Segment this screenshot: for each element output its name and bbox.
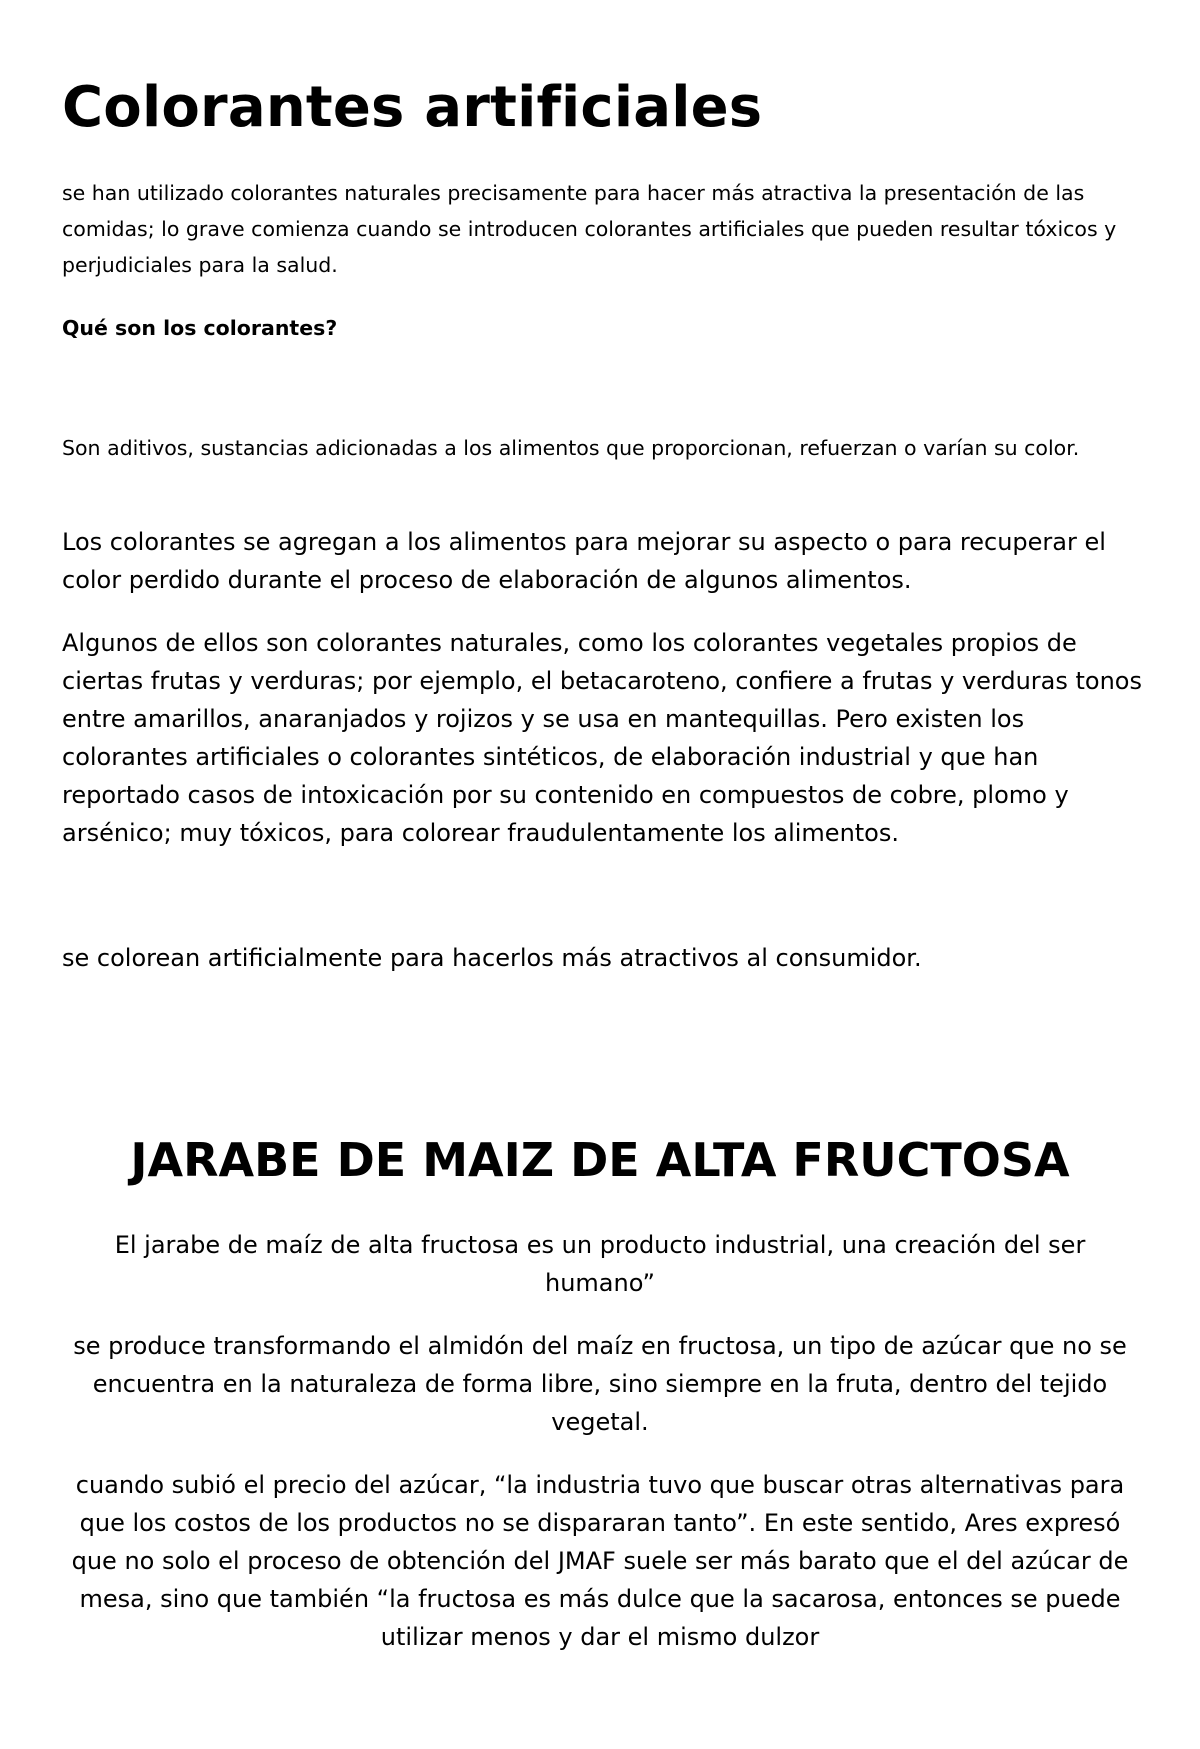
question-heading: Qué son los colorantes? — [62, 316, 338, 340]
section-heading-jmaf: JARABE DE MAIZ DE ALTA FRUCTOSA — [130, 1133, 1070, 1187]
purpose-paragraph: Los colorantes se agregan a los alimentos para mejorar su aspecto o para recuperar el color perdido durante el proceso de elaboración de algunos alimentos. — [62, 528, 1106, 594]
definition-paragraph: Son aditivos, sustancias adicionadas a los alimentos que proporcionan, refuerzan o varían su color. — [62, 436, 1080, 460]
jmaf-paragraph-1: El jarabe de maíz de alta fructosa es un producto industrial, una creación del ser humano” — [114, 1231, 1086, 1297]
closing-paragraph: se colorean artificialmente para hacerlos más atractivos al consumidor. — [62, 944, 922, 972]
jmaf-paragraph-3: cuando subió el precio del azúcar, “la industria tuvo que buscar otras alternativas para que los costos de los productos no se dispararan tanto”. En este sentido, Ares expresó que no solo el proceso de obtención del JMAF suele ser más barato que el del azúcar de mesa, sino que también “la fructosa es más dulce que la sacarosa, entonces se puede utilizar menos y dar el mismo dulzor — [71, 1471, 1129, 1651]
types-paragraph: Algunos de ellos son colorantes naturales, como los colorantes vegetales propios de ciertas frutas y verduras; por ejemplo, el betacaroteno, confiere a frutas y verduras tonos entre amarillos, anaranjados y rojizos y se usa en mantequillas. Pero existen los colorantes artificiales o colorantes sintéticos, de elaboración industrial y que han reportado casos de intoxicación por su contenido en compuestos de cobre, plomo y arsénico; muy tóxicos, para colorear fraudulentamente los alimentos. — [62, 629, 1142, 847]
page-title: Colorantes artificiales — [62, 75, 763, 140]
jmaf-paragraph-2: se produce transformando el almidón del maíz en fructosa, un tipo de azúcar que no se encuentra en la naturaleza de forma libre, sino siempre en la fruta, dentro del tejido vegetal. — [73, 1332, 1127, 1436]
intro-paragraph: se han utilizado colorantes naturales precisamente para hacer más atractiva la presentación de las comidas; lo grave comienza cuando se introducen colorantes artificiales que pueden resultar tóxicos y perjudiciales para la salud. — [62, 181, 1117, 277]
